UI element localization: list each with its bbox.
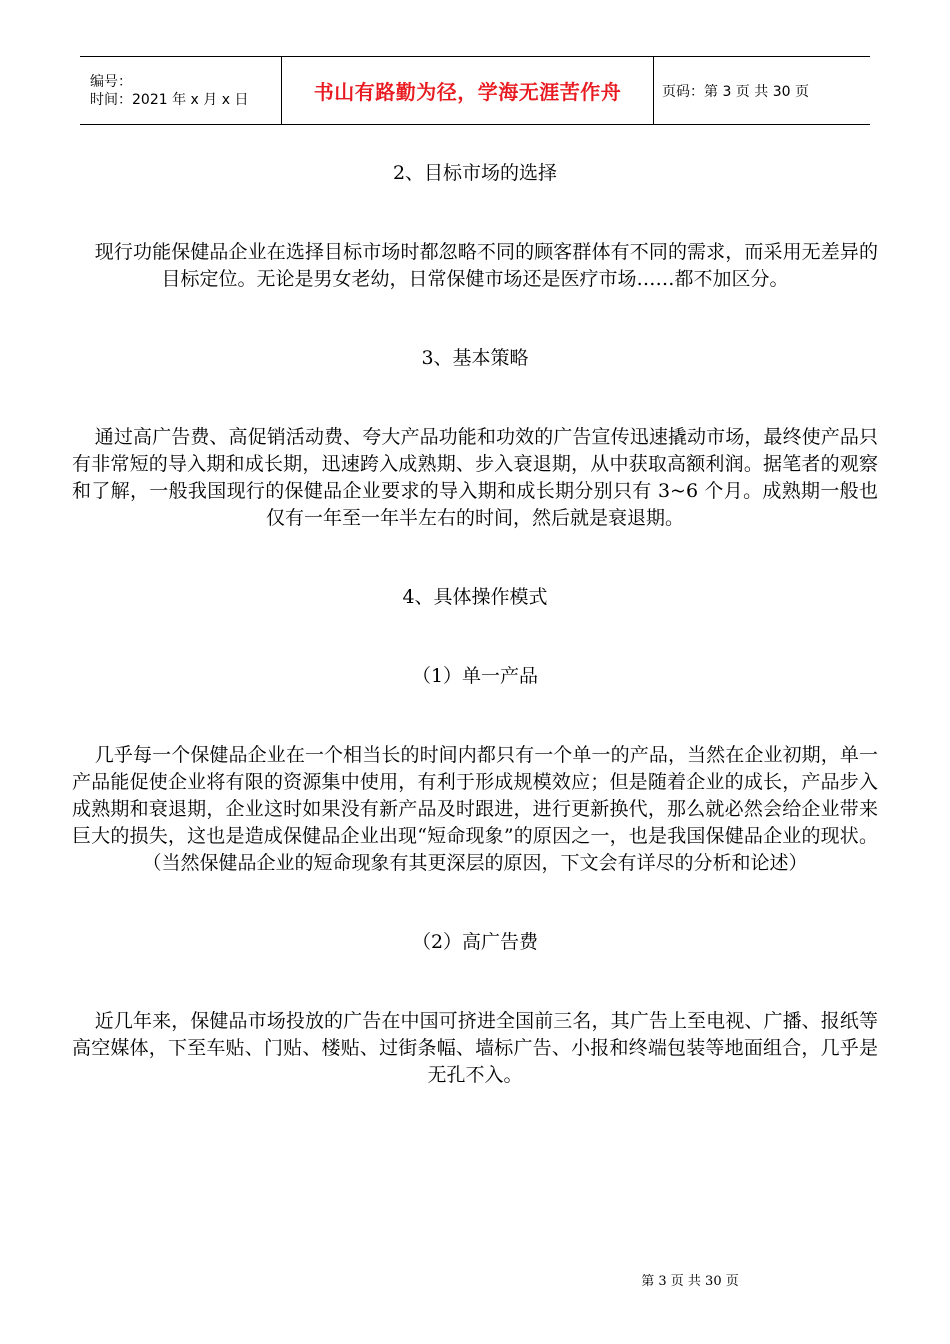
footer-page-number: 第 3 页 共 30 页: [641, 1274, 739, 1289]
subsection-heading: （2）高广告费: [411, 931, 539, 953]
header-meta: [80, 57, 282, 124]
section-paragraph: 通过高广告费、高促销活动费、夸大产品功能和功效的广告宣传迅速撬动市场，最终使产品只有非常短的导入期和成长期，迅速跨入成熟期、步入衰退期，从中获取高额利润。据笔者的观察和了解，一般我国现行的保健品企业要求的导入期和成长期分别只有 3~6 个月。成熟期一般也仅有一年至一年半左右的时间，然后就是衰退期。: [72, 426, 878, 529]
document-date: 时间：2021 年 x 月 x 日: [90, 91, 249, 108]
page-header: [80, 56, 870, 125]
section-paragraph: 几乎每一个保健品企业在一个相当长的时间内都只有一个单一的产品，当然在企业初期，单一产品能促使企业将有限的资源集中使用，有利于形成规模效应；但是随着企业的成长，产品步入成熟期和衰退期，企业这时如果没有新产品及时跟进，进行更新换代，那么就必然会给企业带来巨大的损失，这也是造成保健品企业出现“短命现象”的原因之一，也是我国保健品企业的现状。（当然保健品企业的短命现象有其更深层的原因，下文会有详尽的分析和论述）: [72, 744, 878, 874]
header-page-number: 页码：第 3 页 共 30 页: [662, 83, 809, 100]
document-number: 编号：: [90, 73, 132, 90]
section-heading: 4、具体操作模式: [402, 586, 548, 608]
section-heading: 2、目标市场的选择: [392, 162, 558, 184]
page-footer: [0, 1270, 950, 1289]
subsection-heading: （1）单一产品: [411, 665, 539, 687]
section-paragraph: 现行功能保健品企业在选择目标市场时都忽略不同的顾客群体有不同的需求，而采用无差异的目标定位。无论是男女老幼，日常保健市场还是医疗市场……都不加区分。: [94, 241, 878, 290]
section-paragraph: 近几年来，保健品市场投放的广告在中国可挤进全国前三名，其广告上至电视、广播、报纸等高空媒体，下至车贴、门贴、楼贴、过街条幅、墙标广告、小报和终端包装等地面组合，几乎是无孔不入。: [72, 1010, 878, 1086]
header-motto: 书山有路勤为径，学海无涯苦作舟: [282, 57, 654, 124]
section-heading: 3、基本策略: [421, 347, 529, 369]
document-body: [72, 160, 878, 1089]
